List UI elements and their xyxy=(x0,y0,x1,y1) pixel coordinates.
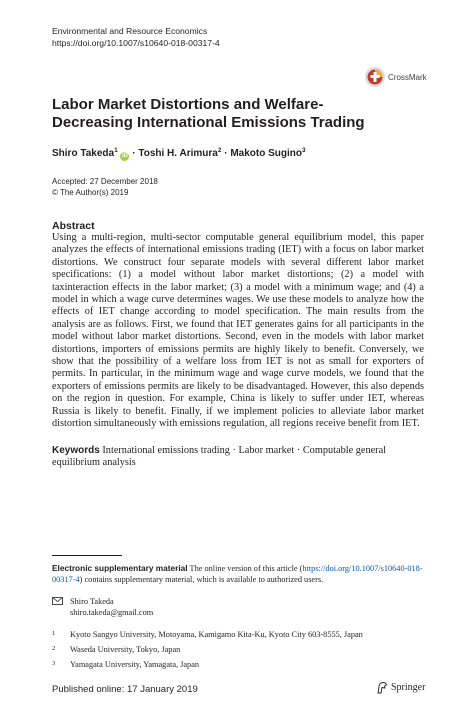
published-date: Published online: 17 January 2019 xyxy=(52,684,198,695)
abstract-heading: Abstract xyxy=(52,220,95,232)
abstract-text: Using a multi-region, multi-sector computable general equilibrium model, this paper analyzes the effects of international emissions trading (IET) with a focus on labor market distortions. We construct four separate models with several different labor market specifications: (1) a model without labor market distortions; (2) a model with taxinteraction effects in the labor market; (3) a model with a minimum wage; and (4) a model in which a wage curve determines wages. We use these models to analyze how the effects of IET change according to model specification. The main results from the analysis are as follows. First, we found that IET generates gains for all participants in the model without labor market distortions. Second, even in the models with labor market distortions, importers of emissions permits are highly likely to benefit. Conversely, we show that the possibility of a welfare loss from IET is not as small for exporters of permits. In particular, in the minimum wage and wage curve models, we found that the exporters of emissions permits are likely to be disadvantaged. However, this also depends on the region in question. For example, China is likely to suffer under IET, whereas Russia is likely to benefit. Finally, if we implement policies to alleviate labor market distortion simultaneously with emissions regulation, all regions receive benefit from IET. xyxy=(52,232,424,430)
affiliation-item xyxy=(52,628,363,640)
affiliation-number: 2 xyxy=(52,645,56,652)
supplementary-heading: Electronic supplementary material xyxy=(52,563,188,573)
affiliation-item xyxy=(52,643,180,655)
envelope-icon xyxy=(52,597,63,605)
publisher-logo xyxy=(376,681,425,694)
footnote-divider xyxy=(52,555,122,556)
author-separator: · xyxy=(129,148,139,159)
affiliation-item xyxy=(52,658,199,670)
supplementary-text-before: The online version of this article ( xyxy=(189,564,303,573)
copyright-notice: © The Author(s) 2019 xyxy=(52,187,129,197)
author-name: Shiro Takeda xyxy=(52,148,115,159)
author-affiliation-mark: 1 xyxy=(114,147,118,154)
author-name: Toshi H. Arimura xyxy=(138,148,218,159)
journal-name: Environmental and Resource Economics xyxy=(52,26,208,36)
affiliation-text: Kyoto Sangyo University, Motoyama, Kamigamo Kita-Ku, Kyoto City 603-8555, Japan xyxy=(70,630,363,639)
author-separator: · xyxy=(221,148,231,159)
affiliation-number: 3 xyxy=(52,660,56,667)
crossmark-badge[interactable] xyxy=(364,66,427,88)
contact-email[interactable]: shiro.takeda@gmail.com xyxy=(70,608,154,617)
supplementary-text-after: ) contains supplementary material, which is available to authorized users. xyxy=(79,575,324,584)
keywords-text: International emissions trading · Labor market · Computable general equilibrium analysis xyxy=(52,445,387,469)
affiliation-text: Yamagata University, Yamagata, Japan xyxy=(70,660,200,669)
author-affiliation-mark: 2 xyxy=(217,147,222,154)
orcid-icon[interactable]: iD xyxy=(121,153,128,159)
author-name: Makoto Sugino xyxy=(230,148,302,159)
supplementary-note xyxy=(52,563,424,585)
crossmark-label: CrossMark xyxy=(388,72,427,82)
affiliation-text: Waseda University, Tokyo, Japan xyxy=(70,645,181,654)
publisher-name: Springer xyxy=(391,682,426,693)
keywords-heading: Keywords xyxy=(52,445,100,456)
affiliation-number: 1 xyxy=(52,630,56,637)
contact-name: Shiro Takeda xyxy=(70,597,114,606)
author-list xyxy=(52,147,306,161)
paper-title: Labor Market Distortions and Welfare-Decreasing International Emissions Trading xyxy=(52,96,365,131)
crossmark-icon xyxy=(364,66,386,88)
keywords-block xyxy=(52,445,392,470)
springer-horse-icon xyxy=(376,681,388,694)
journal-header xyxy=(52,26,220,49)
supplementary-link[interactable]: https://doi.org/10.1007/s10640-018-00317-4 xyxy=(52,564,423,584)
journal-doi[interactable]: https://doi.org/10.1007/s10640-018-00317-4 xyxy=(52,37,220,48)
author-affiliation-mark: 3 xyxy=(302,147,306,154)
article-dates xyxy=(52,177,158,198)
accepted-date: Accepted: 27 December 2018 xyxy=(52,177,158,186)
